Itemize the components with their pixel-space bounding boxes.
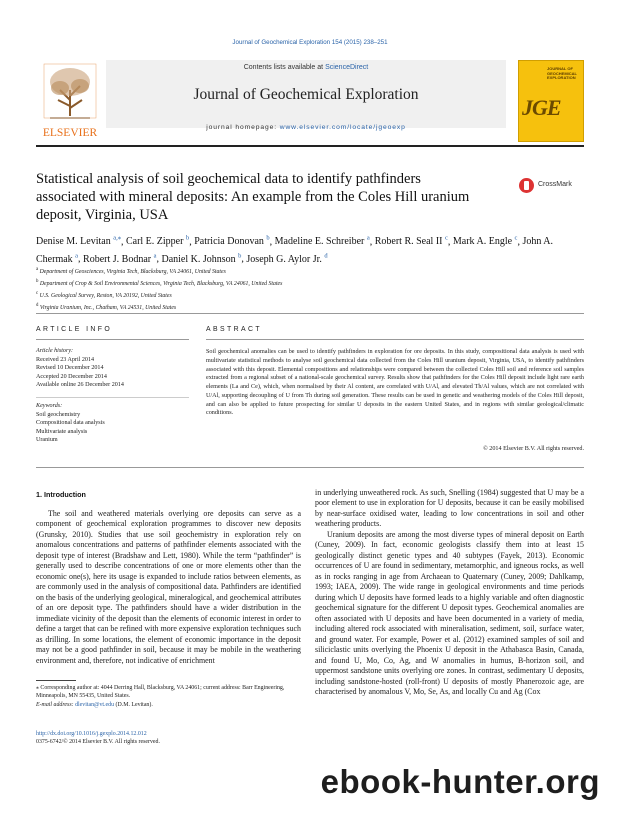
body-column-right — [315, 488, 584, 698]
info-divider — [36, 339, 189, 340]
corresponding-author-note: ⁎ Corresponding author at: 4044 Derring Hall, Blacksburg, VA 24061; current address: Barr Engineering, Minneapolis, MN 55435, United States. — [36, 685, 285, 700]
header-divider — [36, 145, 584, 147]
history-item: Received 23 April 2014 — [36, 356, 95, 363]
tree-icon — [36, 60, 104, 142]
body-paragraph: Uranium deposits are among the most diverse types of mineral deposit on Earth (Cuney, 2009). In fact, economic geologists classify them into at least 15 geologically distinct genetic types and 40 subtypes (Fayek, 2013). Economic occurrences of U are found in sedimentary, metamorphic, and igneous rocks, as well as in rocks ranging in age from Archaean to Quaternary (Cuney, 2009; Dahlkamp, 1993; IAEA, 2009). The wide range in geological environments and time periods during which U deposits have formed leads to a highly variable and often diagnostic geochemical signature for the different U deposit types. Geochemical anomalies are often associated with U deposits and have been documented in a variety of media, including altered rock associated with mineralisation, sediment, soil, surface water, and ground water. For example, Power et al. (2012) examined samples of soil and siliciclastic units overlying the Phoenix U deposit in the Athabasca Basin, Canada, and found U, Mo, Co, Ag, and W anomalies in humus, B-horizon soil, and uppermost sandstone units overlying ore zones. In contrast, sedimentary U deposits, including sandstone-hosted (roll-front) U deposits of mostly Phanerozoic age, are characterised by anomalous V, Mo, Se, As, and locally Cu and Ag (Cox — [315, 529, 584, 697]
author-name: Daniel K. Johnson $^b$ — [161, 252, 242, 265]
keywords — [36, 402, 196, 445]
article-history — [36, 347, 196, 390]
body-paragraph: in underlying unweathered rock. As such, Snelling (1984) suggested that U may be a poor element to use in exploration for U deposits, because it can be easily mobilised by near-surface oxidised water, leading to low concentrations in soil and other weathering products. — [315, 488, 584, 529]
history-item: Accepted 20 December 2014 — [36, 373, 107, 380]
author-affiliation-marker[interactable]: c — [445, 235, 448, 242]
history-title: Article history: — [36, 348, 74, 354]
author-name: Joseph G. Aylor Jr. $^d$ — [246, 252, 328, 265]
cover-abbrev: JGE — [522, 95, 561, 120]
journal-title: Journal of Geochemical Exploration — [193, 86, 419, 103]
author-affiliation-marker[interactable]: b — [266, 235, 270, 242]
footnotes — [36, 684, 301, 709]
journal-cover — [518, 60, 584, 142]
author-name: Mark A. Engle $^c$ — [452, 235, 518, 248]
article-title: Statistical analysis of soil geochemical data to identify pathfinders associated with mineral deposits: An example from the Coles Hill uranium deposit, Virginia, USA — [36, 171, 470, 223]
author-name: Madeline E. Schreiber $^a$ — [274, 235, 370, 248]
abstract-text: Soil geochemical anomalies can be used to identify pathfinders in exploration for ore deposits. In this study, compositional data analysis is used with multivariate statistical methods to analyse soil geochemical data collected from the Coles Hill uranium deposit, Virginia, USA, to identify pathfinders associated with this deposit. Elemental compositions and relationships were compared between the collected Coles Hill soil and reference soil samples extracted from a regional subset of a national-scale geochemical survey. Results show that pathfinders for the Coles Hill deposit include light rare earth elements (La and Ce), which, when normalised by their Al content, are correlated with U/Al, and elevated Th/Al values, which are not correlated with U/Al, supporting decoupling of U from Th during soil generation. These results can be used in genetic and weathering models of the Coles Hill deposit, and can also be applied to future prospecting for similar U deposits in the eastern United States, and in regions with similar geological/climatic conditions. — [206, 349, 584, 417]
keyword-item: Soil geochemistry — [36, 411, 81, 418]
issn-line: 0375-6742/© 2014 Elsevier B.V. All rights reserved. — [36, 739, 160, 745]
doi-link[interactable]: http://dx.doi.org/10.1016/j.gexplo.2014.12.012 — [36, 731, 147, 737]
copyright-notice: © 2014 Elsevier B.V. All rights reserved. — [483, 446, 584, 452]
affiliation-divider — [36, 313, 584, 314]
author-affiliation-marker[interactable]: b — [185, 235, 190, 242]
body-paragraph: The soil and weathered materials overlying ore deposits can serve as a component of geochemical exploration programmes to discover new deposits (Grunsky, 2010). Studies that use soil geochemistry in exploration rely on anomalous concentrations and patterns of pathfinder elements associated with the deposit type of interest (Bradshaw and Lett, 1980). While the term “pathfinder” is generally used to describe concentrations of one or more elements other than the economic one(s), here its usage is expanded to include ratios between elements, as are commonly used in the analysis of compositional data. Pathfinders are identified on the basis of the underlying geological, mineralogical, and geochemical attributes of an ore deposit type. The pathfinders should have a wider distribution in the immediate vicinity of the deposit than the elements of economic interest in order to define a target that can be refined with more expensive exploration techniques such as drilling. In some locations, the element of economic importance in the deposit may not be a good pathfinder in soil, because it may be mobile in the weathering environment and, therefore, not indicative of enrichment — [36, 509, 301, 665]
author-affiliation-marker[interactable]: a — [75, 252, 79, 260]
author-affiliation-marker[interactable]: c — [514, 235, 518, 242]
affiliation-item: $^a$ Department of Geosciences, Virginia Tech, Blacksburg, VA 24061, United States — [36, 267, 226, 275]
email-link[interactable]: dlevitan@vt.edu — [75, 701, 115, 708]
author-name: Robert J. Bodnar $^a$ — [83, 252, 157, 265]
publisher-name: ELSEVIER — [42, 127, 98, 139]
author-list: Denise M. Levitan $^{a,⁎}$, Carl E. Zipper $^b$, Patricia Donovan $^b$, Madeline E. Schreiber $^a$, Robert R. Seal II $^c$, Mark A. Engle $^c$, John A. Chermak $^a$, Robert J. Bodnar $^a$, Daniel K. Johnson $^b$, Joseph G. Aylor Jr. $^d$ — [36, 235, 553, 265]
keywords-divider — [36, 397, 189, 398]
author-name: John A. Chermak $^a$ — [36, 236, 553, 265]
abstract-divider — [206, 339, 584, 340]
sciencedirect-link[interactable]: ScienceDirect — [325, 64, 369, 71]
crossmark-icon — [519, 178, 534, 193]
article-info-heading: ARTICLE INFO — [36, 326, 113, 333]
cover-title: JOURNAL OF GEOCHEMICAL EXPLORATION — [547, 66, 577, 80]
elsevier-logo — [36, 60, 104, 142]
crossmark-badge[interactable] — [519, 178, 589, 194]
author-affiliation-marker[interactable]: d — [324, 252, 328, 260]
keywords-title: Keywords: — [36, 403, 63, 409]
keyword-item: Multivariate analysis — [36, 428, 88, 435]
body-column-left — [36, 509, 301, 666]
affiliation-item: $^d$ Virginia Uranium, Inc., Chatham, VA 24531, United States — [36, 303, 177, 312]
watermark: ebook-hunter.org — [60, 762, 600, 802]
author-name: Denise M. Levitan $^{a,⁎}$ — [36, 235, 121, 248]
author-affiliation-marker[interactable]: a — [366, 235, 370, 242]
author-name: Patricia Donovan $^b$ — [194, 235, 270, 248]
abstract-heading: ABSTRACT — [206, 326, 262, 333]
journal-reference[interactable]: Journal of Geochemical Exploration 154 (2015) 238–251 — [232, 39, 388, 46]
doi-block — [36, 730, 236, 746]
journal-homepage: journal homepage: www.elsevier.com/locate/jgeoexp — [206, 124, 406, 131]
history-item: Available online 26 December 2014 — [36, 382, 124, 389]
contents-line: Contents lists available at ScienceDirect — [243, 64, 369, 71]
abstract-bottom-divider — [36, 467, 584, 468]
email-note: E-mail address: dlevitan@vt.edu (D.M. Levitan). — [36, 701, 153, 708]
homepage-link[interactable]: www.elsevier.com/locate/jgeoexp — [279, 124, 406, 131]
affiliation-list — [36, 265, 584, 314]
footnote-divider — [36, 680, 76, 681]
history-item: Revised 10 December 2014 — [36, 365, 104, 372]
keyword-item: Uranium — [36, 437, 58, 444]
crossmark-label: CrossMark — [538, 181, 572, 188]
author-name: Robert R. Seal II $^c$ — [374, 235, 448, 248]
section-heading-introduction: 1. Introduction — [36, 490, 86, 499]
author-affiliation-marker[interactable]: a — [153, 252, 157, 260]
affiliation-item: $^c$ U.S. Geological Survey, Reston, VA 20192, United States — [36, 291, 172, 300]
author-affiliation-marker[interactable]: a,⁎ — [113, 235, 121, 242]
author-affiliation-marker[interactable]: b — [238, 252, 242, 260]
affiliation-item: $^b$ Department of Crop & Soil Environmental Sciences, Virginia Tech, Blacksburg, VA 24061, United States — [36, 279, 283, 288]
author-name: Carl E. Zipper $^b$ — [125, 235, 190, 248]
keyword-item: Compositional data analysis — [36, 420, 105, 427]
